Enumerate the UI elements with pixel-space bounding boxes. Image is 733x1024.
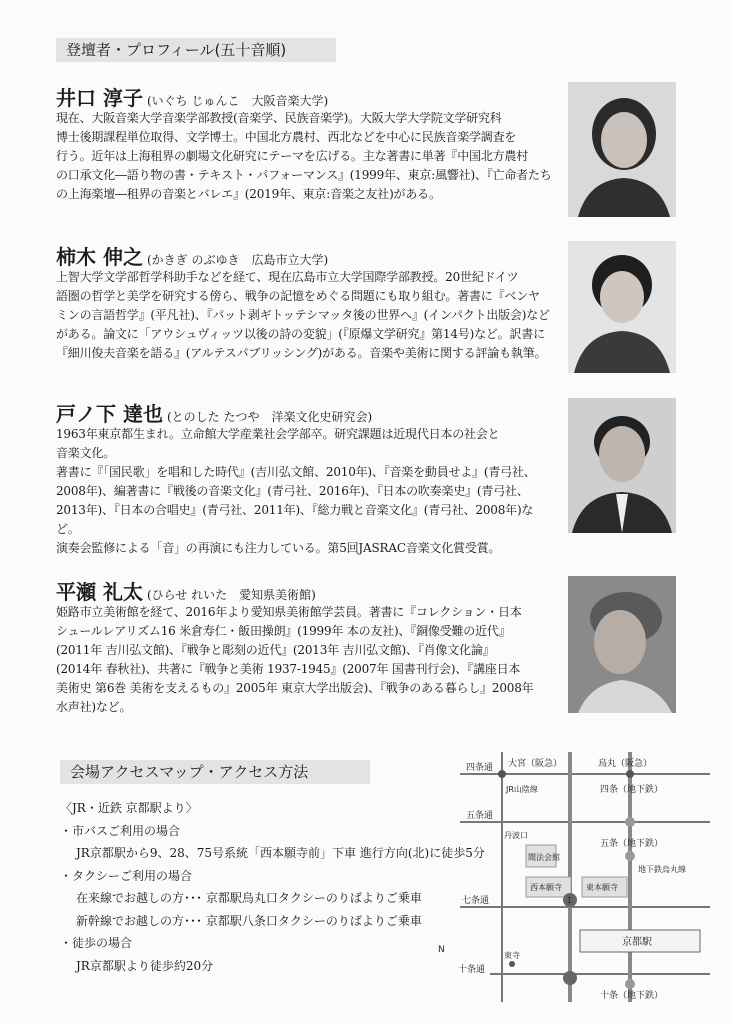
map-label-omiya: 大宮（阪急） [508,759,563,769]
portrait-photo [568,398,676,533]
access-section-title: 会場アクセスマップ・アクセス方法 [60,760,370,784]
route-header: 〈JR・近鉄 京都駅より〉 [60,801,198,815]
map-label-venue: 聞法会館 [528,853,560,862]
walk-header: ・徒歩の場合 [60,936,133,950]
profile-bio: 1963年東京都生まれ。立命館大学産業社会学部卒。研究課題は近現代日本の社会と 音楽文化。 著書に『「国民歌」を唱和した時代』(吉川弘文館、2010年)、『音楽を動員せよ』(青弓社、 2008年)、編著書に『戦後の音楽文化』(青弓社、2016年)、『日本の吹奏楽史』(青弓社、 2013年)、『日本の合唱史』(青弓社、2011年)、『総力戦と音楽文化』(青弓社、2008年)など。 演奏会監修による「音」の再演にも注力している。第5回JASRAC音楽文化賞受賞。 [56,427,536,555]
taxi-directions-local: 在来線でお越しの方･･･ 京都駅烏丸口タクシーのりばよりご乗車 [76,891,422,905]
map-label-jujo: 十条通 [458,965,486,975]
profile-name: 柿木 伸之 (かきぎ のぶゆき 広島市立大学) [56,245,329,269]
map-label-nishi-honganji: 西本願寺 [530,883,562,892]
profile-bio: 上智大学文学部哲学科助手などを経て、現在広島市立大学国際学部教授。20世紀ドイツ 語圏の哲学と美学を研究する傍ら、戦争の記憶をめぐる問題にも取り組む。著書に『ベンヤ ミンの言語哲学』(平凡社)、『パット剥ギトッテシマッタ後の世界へ』(インパクト出版会)など がある。論文に「アウシュヴィッツ以後の詩の変貌」(『原爆文学研究』第14号)など。訳書に 『細川俊夫音楽を語る』(アルテスパブリッシング)がある。音楽や美術に関する評論も執筆。 [56,270,550,360]
walk-directions: JR京都駅より徒歩約20分 [76,958,214,973]
map-label-toji: 東寺 [504,951,520,960]
profile-name: 井口 淳子 (いぐち じゅんこ 大阪音楽大学) [56,86,329,110]
profile-hirase [56,576,676,714]
map-route-number: 1 [567,896,573,905]
map-label-subway-line: 地下鉄烏丸線 [638,865,686,874]
profile-reading: (かきぎ のぶゆき 広島市立大学) [146,253,329,267]
map-label-karasuma: 烏丸（阪急） [598,759,653,769]
profile-bio: 現在、大阪音楽大学音楽学部教授(音楽学、民族音楽学)。大阪大学大学院文学研究科 博士後期課程単位取得、文学博士。中国北方農村、西北などを中心に民族音楽学調査を 行う。近年は上海租界の劇場文化研究にテーマを広げる。主な著書に単著『中国北方農村 の口承文化―語り物の書・テキスト・パフォーマンス』(1999年、東京:風響社)、『亡命者たち の上海楽壇―租界の音楽とバレエ』(2019年、東京:音楽之友社)がある。 [56,111,552,201]
map-label-gojo-subway: 五条（地下鉄） [600,839,664,849]
profile-tonoshita [56,398,676,555]
profile-reading: (ひらせ れいた 愛知県美術館) [146,588,316,602]
profile-kakigi [56,241,676,360]
profile-name: 平瀬 礼太 (ひらせ れいた 愛知県美術館) [56,580,316,604]
bus-header: ・市バスご利用の場合 [60,823,181,838]
map-label-gojo: 五条通 [466,811,494,821]
profile-name: 戸ノ下 達也 (とのした たつや 洋楽文化史研究会) [56,402,373,426]
map-label-kyoto-station: 京都駅 [622,937,652,948]
map-label-shijo-subway: 四条（地下鉄） [600,785,664,795]
portrait-photo [568,576,676,713]
taxi-header: ・タクシーご利用の場合 [60,868,193,883]
taxi-directions-shinkansen: 新幹線でお越しの方･･･ 京都駅八条口タクシーのりばよりご乗車 [76,913,422,928]
portrait-photo [568,241,676,373]
map-label-higashi-honganji: 東本願寺 [586,883,618,892]
north-arrow: N [438,945,445,955]
profile-reading: (いぐち じゅんこ 大阪音楽大学) [146,94,329,108]
bus-directions: JR京都駅から9、28、75号系統「西本願寺前」下車 進行方向(北)に徒歩5分 [76,846,485,860]
profile-reading: (とのした たつや 洋楽文化史研究会) [166,410,373,424]
profile-iguchi [56,82,676,201]
map-label-jujo-subway: 十条（地下鉄） [600,991,664,1001]
map-label-shichijo: 七条通 [462,896,490,906]
map-label-tanbaguchi: 丹波口 [504,831,528,840]
map-label-shijo: 四条通 [466,763,494,773]
portrait-photo [568,82,676,217]
profile-bio: 姫路市立美術館を経て、2016年より愛知県美術館学芸員。著書に『コレクション・日本 シュールレアリズム16 米倉寿仁・飯田操朗』(1999年 本の友社)、『銅像受難の近代』 (2011年 吉川弘文館)、『戦争と彫刻の近代』(2013年 吉川弘文館)、『肖像文化論』 (2014年 春秋社)、共著に『戦争と美術 1937-1945』(2007年 国書刊行会)、『講座日本 美術史 第6巻 美術を支えるもの』2005年 東京大学出版会)、『戦争のある暮らし』2008年 水声社)など。 [56,605,534,714]
map-label-jr-line: JR山陰線 [506,785,538,794]
access-map [430,752,710,1002]
profile-section-title: 登壇者・プロフィール(五十音順) [56,38,336,62]
